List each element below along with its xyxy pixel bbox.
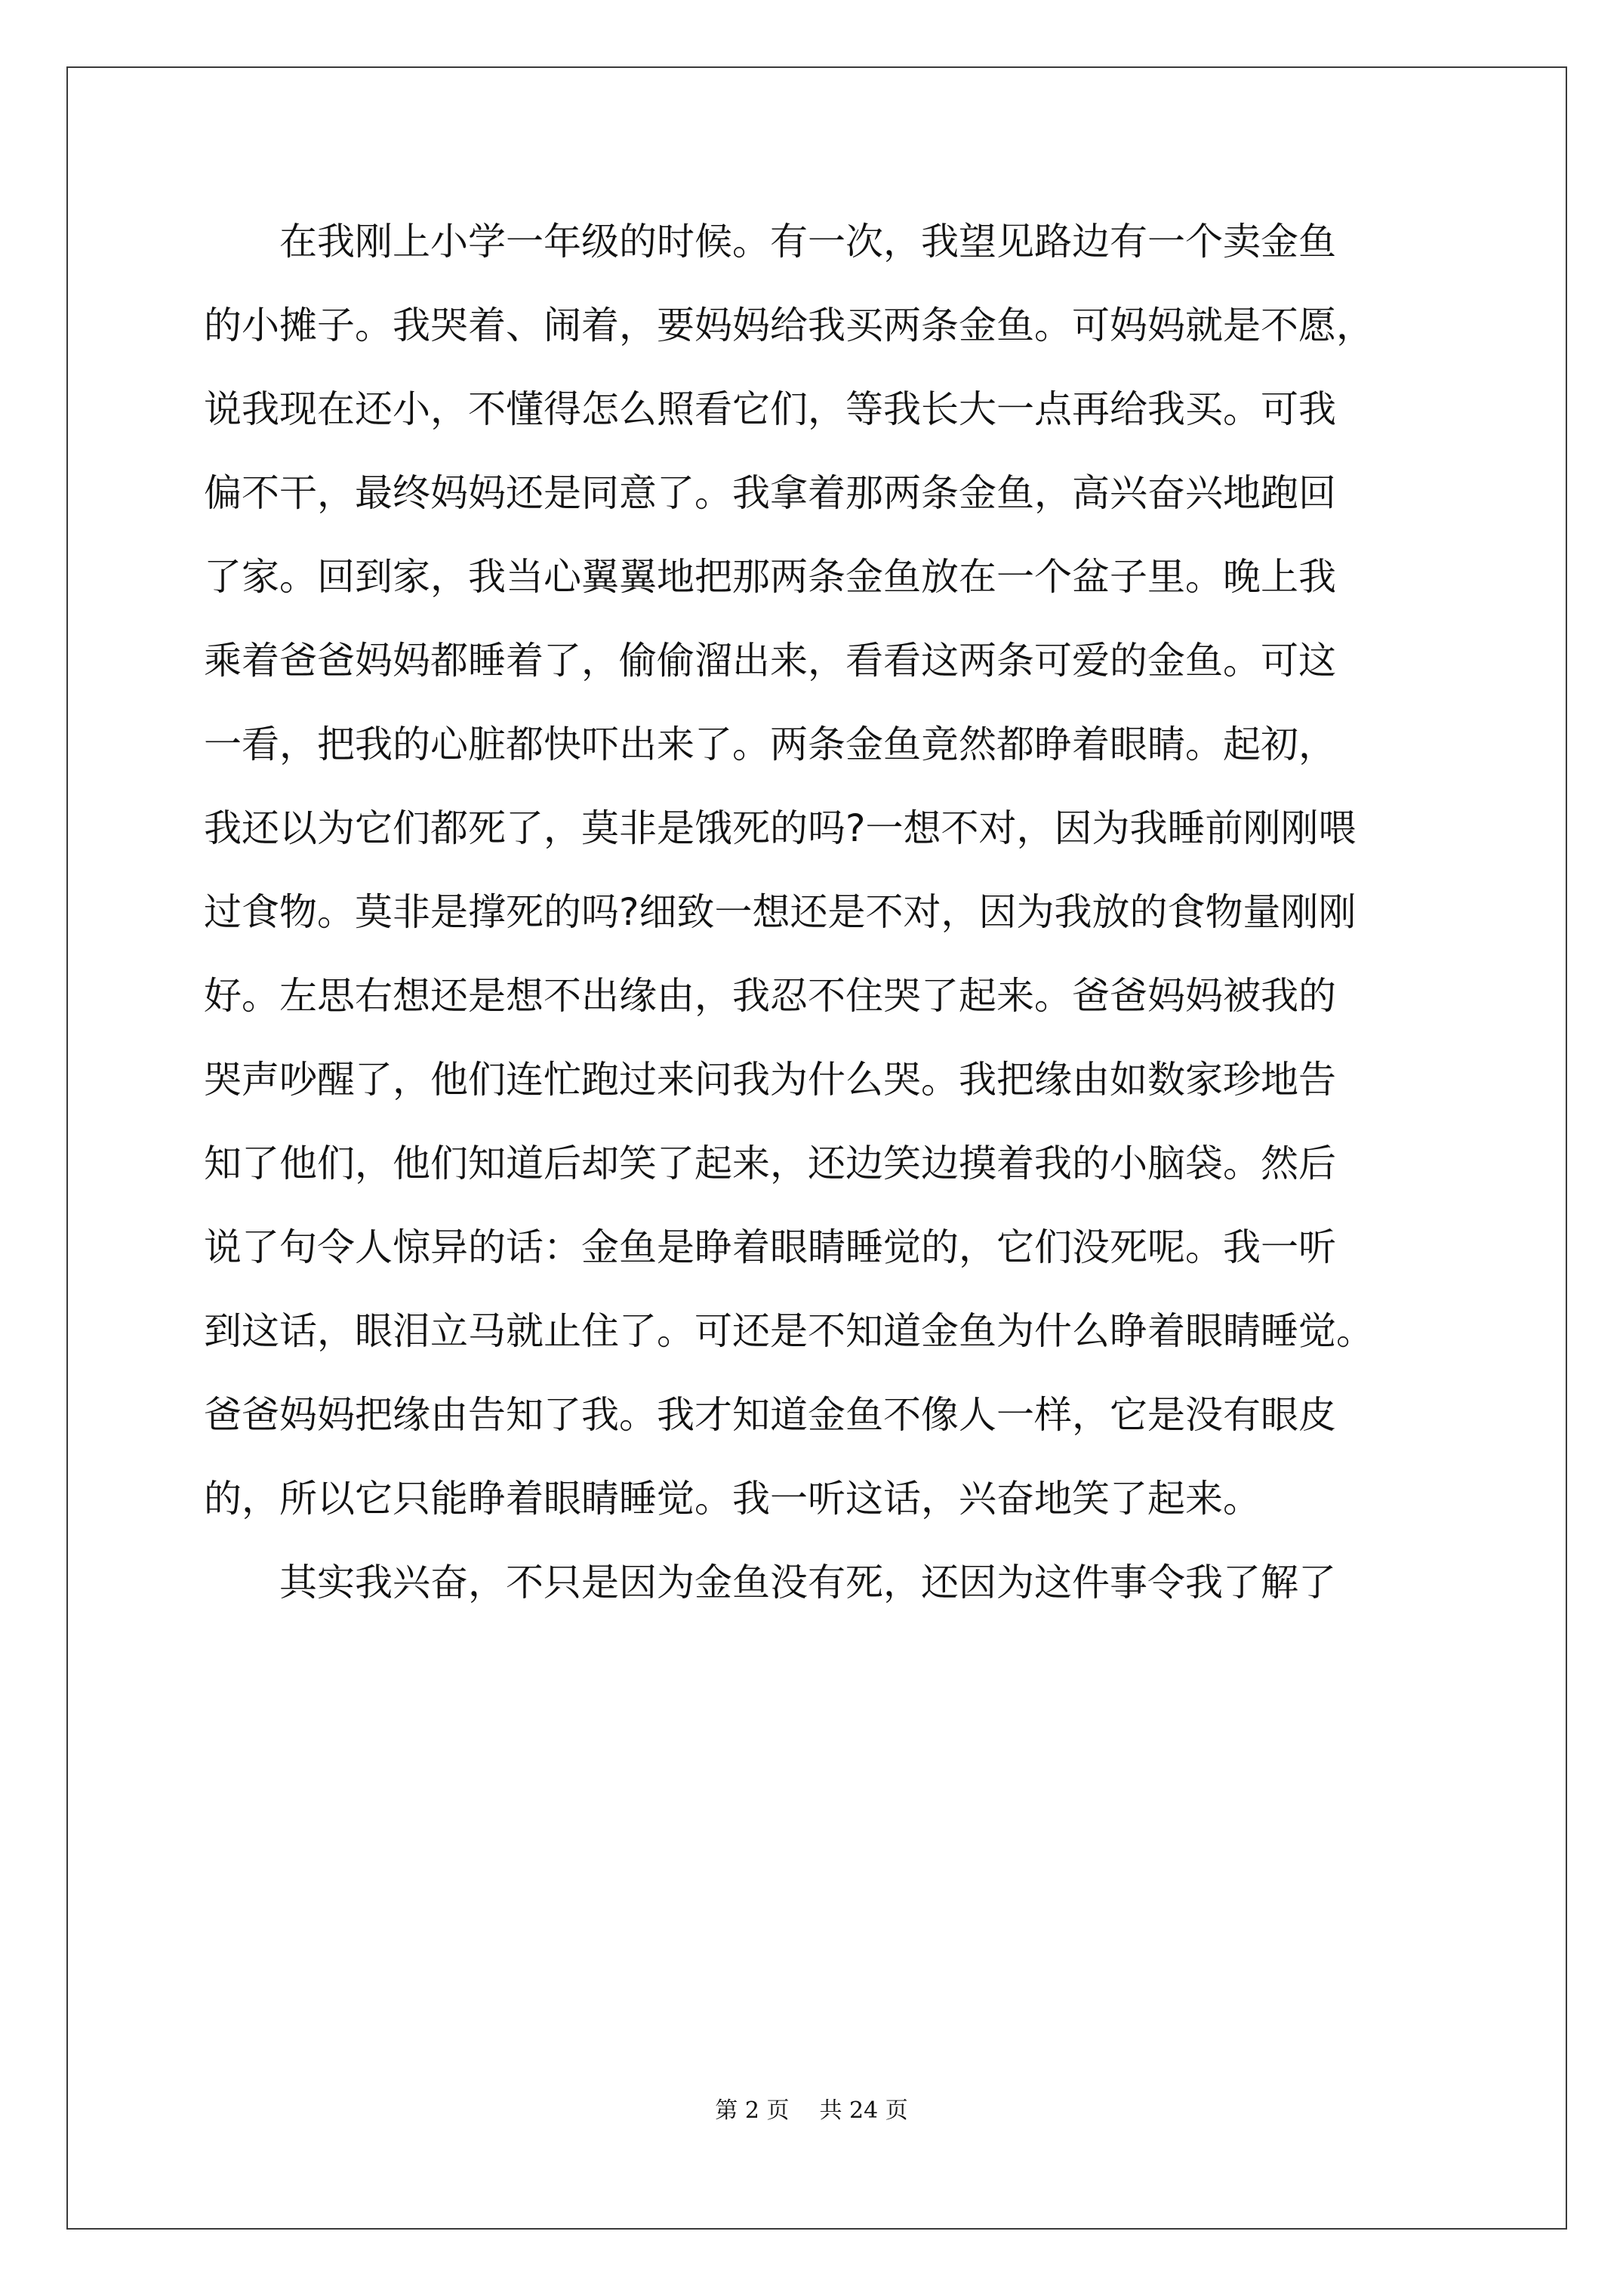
text-line: 爸爸妈妈把缘由告知了我。我才知道金鱼不像人一样，它是没有眼皮 [204, 1393, 1336, 1437]
document-body [204, 219, 1434, 1644]
text-line: 我还以为它们都死了，莫非是饿死的吗?一想不对，因为我睡前刚刚喂 [204, 806, 1357, 850]
text-line: 过食物。莫非是撑死的吗?细致一想还是不对，因为我放的食物量刚刚 [204, 890, 1357, 934]
text-line: 其实我兴奋，不只是因为金鱼没有死，还因为这件事令我了解了 [279, 1561, 1336, 1604]
text-line: 哭声吵醒了，他们连忙跑过来问我为什么哭。我把缘由如数家珍地告 [204, 1058, 1336, 1102]
text-line: 乘着爸爸妈妈都睡着了，偷偷溜出来，看看这两条可爱的金鱼。可这 [204, 639, 1336, 683]
text-line: 一看，把我的心脏都快吓出来了。两条金鱼竟然都睁着眼睛。起初， [204, 723, 1336, 766]
text-line: 知了他们，他们知道后却笑了起来，还边笑边摸着我的小脑袋。然后 [204, 1142, 1336, 1185]
page-total: 共 24 页 [819, 2097, 908, 2124]
page-number: 第 2 页 [715, 2097, 790, 2124]
text-line: 了家。回到家，我当心翼翼地把那两条金鱼放在一个盆子里。晚上我 [204, 555, 1336, 599]
text-line: 说了句令人惊异的话：金鱼是睁着眼睛睡觉的，它们没死呢。我一听 [204, 1225, 1336, 1269]
page-footer [0, 2096, 1623, 2126]
text-line: 好。左思右想还是想不出缘由，我忍不住哭了起来。爸爸妈妈被我的 [204, 974, 1336, 1018]
text-line: 在我刚上小学一年级的时候。有一次，我望见路边有一个卖金鱼 [279, 220, 1336, 264]
text-line: 说我现在还小，不懂得怎么照看它们，等我长大一点再给我买。可我 [204, 387, 1336, 431]
text-line: 的小摊子。我哭着、闹着，要妈妈给我买两条金鱼。可妈妈就是不愿， [204, 304, 1374, 347]
text-line: 到这话，眼泪立马就止住了。可还是不知道金鱼为什么睁着眼睛睡觉。 [204, 1309, 1374, 1353]
text-line: 偏不干，最终妈妈还是同意了。我拿着那两条金鱼，高兴奋兴地跑回 [204, 471, 1336, 515]
text-line: 的，所以它只能睁着眼睛睡觉。我一听这话，兴奋地笑了起来。 [204, 1477, 1261, 1521]
